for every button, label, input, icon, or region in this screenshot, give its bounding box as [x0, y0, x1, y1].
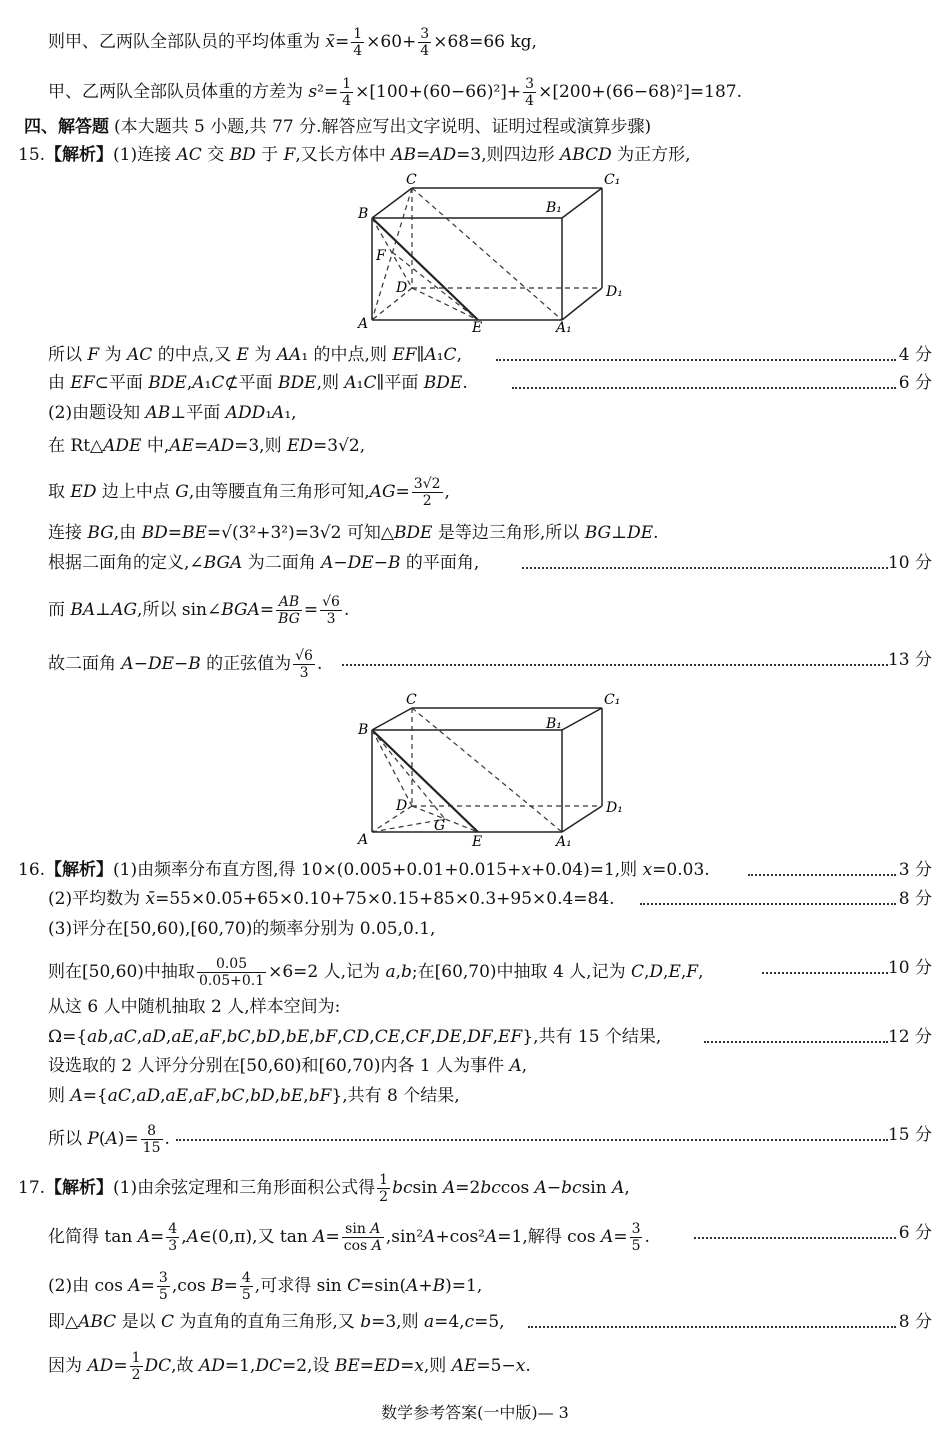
- page-footer: 数学参考答案(一中版)— 3: [381, 1403, 569, 1422]
- label-D: D: [396, 280, 408, 296]
- label-A1: A₁: [556, 320, 572, 335]
- answer-page: 则甲、乙两队全部队员的平均体重为 x̄= $\frac{1}{4}$ ×60+ $\frac{3}{4}$ ×68=66 kg, 甲、乙两队全部队员体重的方差为 s²= $\frac{1}{4}$ ×[100+(60−66)²]+ $\frac{3}{4}$ ×[200+(66−68)²]=187. 四、解答题 (本大题共 5 小题,共 77 分.解答应写出文字说明、证明过程或演算步骤) 15.【解析】(1)连接 AC 交 BD 于 F,又长方体中 AB=AD=3,则四边形 ABCD 为正方形, C C₁ B B₁ F D D₁ A E A₁ 所以 F 为 AC 的中点,又 E 为 AA₁ 的中点,则 EF∥A₁C, 4 分 由 EF⊂平面 BDE,A₁C⊄平面 BDE,则 A₁C∥平面 BDE. 6 分 (2)由题设知 AB⊥平面 ADD₁A₁, 在 Rt△ADE 中,AE=AD=3,则 ED=3√2, 取 ED 边上中点 G,由等腰直角三角形可知,AG= $\frac{3√2}{2}$ , 连接 BG,由 BD=BE=√(3²+3²)=3√2 可知△BDE 是等边三角形,所以 BG⊥DE. 根据二面角的定义,∠BGA 为二面角 A−DE−B 的平面角, 10 分 而 BA⊥AG,所以 sin∠BGA= $\frac{AB}{BG}$ = $\frac{√6}{3}$ . 故二面角 A−DE−B 的正弦值为 $\frac{√6}{3}$ . 13 分 C C₁ B B₁ D G D₁ A E A₁ 16.【解析】(1)由频率分布直方图,得 10×(0.005+0.01+0.015+x+0.04)=1,则 x=0.03. 3 分 (2)平均数为 x̄=55×0.05+65×0.10+75×0.15+85×0.3+95×0.4=84. 8 分 (3)评分在[50,60),[60,70)的频率分别为 0.05,0.1, 则在[50,60)中抽取 $\frac{0.05}{0.05+0.1}$ ×6=2 人,记为 a,b;在[60,70)中抽取 4 人,记为 C,D,E,F, 10 分 从这 6 人中随机抽取 2 人,样本空间为: Ω={ab,aC,aD,aE,aF,bC,bD,bE,bF,CD,CE,CF,DE,DF,EF},共有 15 个结果, 12 分 设选取的 2 人评分分别在[50,60)和[60,70)内各 1 人为事件 A, 则 A={aC,aD,aE,aF,bC,bD,bE,bF},共有 8 个结果, 所以 P(A)= $\frac{8}{15}$ . 15 分 17.【解析】(1)由余弦定理和三角形面积公式得 $\frac{1}{2}$ bcsin A=2bccos A−bcsin A, 化简得 tan A= $\frac{4}{3}$ ,A∈(0,π),又 tan A= $\frac{\text{sin A}}{\text{cos A}}$ ,sin²A+cos²A=1,解得 cos A= $\frac{3}{5}$ . 6 分 (2)由 cos A= $\frac{3}{5}$ ,cos B= $\frac{4}{5}$ ,可求得 sin C=sin(A+B)=1, 即△ABC 是以 C 为直角的直角三角形,又 b=3,则 a=4,c=5, 8 分 因为 AD= $\frac{1}{2}$ DC,故 AD=1,DC=2,设 BE=ED=x,则 AE=5−x. 数学参考答案(一中版)— 3: [0, 0, 950, 1434]
- label-C: C: [406, 692, 417, 708]
- label-C1: C₁: [604, 172, 621, 188]
- label-D1: D₁: [606, 800, 623, 816]
- label-B1: B₁: [546, 200, 562, 216]
- label-C1: C₁: [604, 692, 621, 708]
- label-E: E: [472, 834, 483, 850]
- label-B1: B₁: [546, 716, 562, 732]
- label-B: B: [358, 206, 369, 222]
- label-A: A: [358, 316, 369, 332]
- label-A: A: [358, 832, 369, 848]
- label-F: F: [376, 248, 386, 264]
- label-G: G: [434, 818, 446, 834]
- label-E: E: [472, 320, 483, 335]
- label-D1: D₁: [606, 284, 623, 300]
- label-C: C: [406, 172, 417, 188]
- label-D: D: [396, 798, 408, 814]
- label-A1: A₁: [556, 834, 572, 850]
- label-B: B: [358, 722, 369, 738]
- cuboid-diagram-1: [350, 170, 630, 335]
- cuboid-diagram-2: [350, 690, 630, 855]
